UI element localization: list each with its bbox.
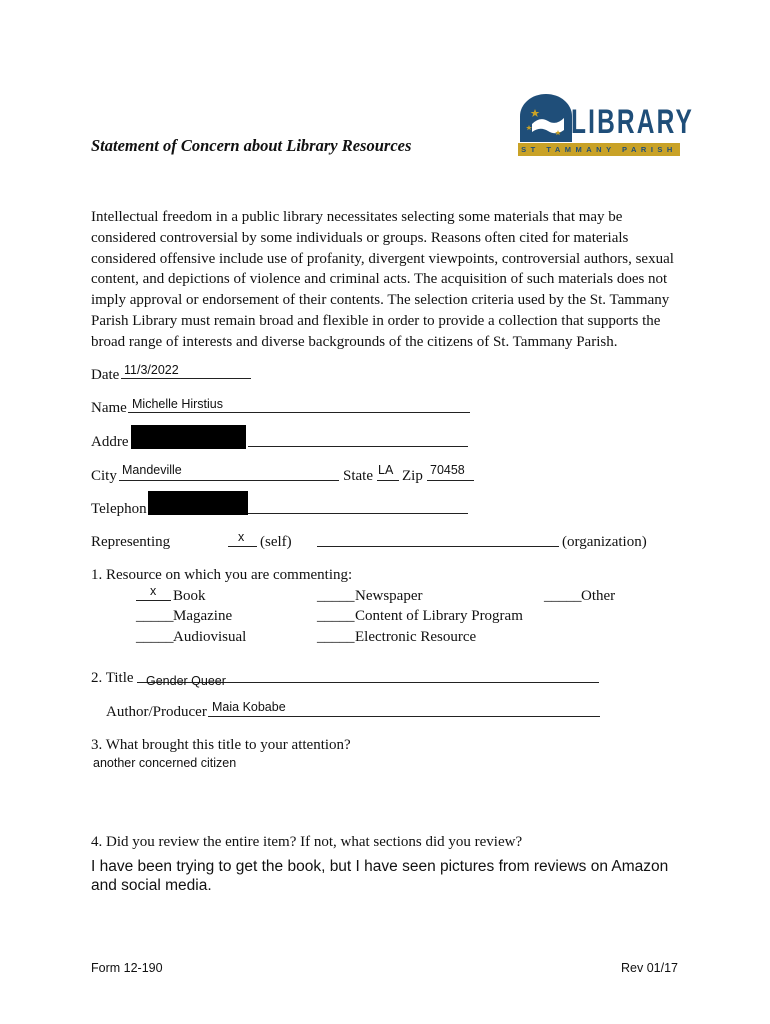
q4-label: 4. Did you review the entire item? If not, what sections did you review? [91,834,523,850]
option-program-label: Content of Library Program [355,608,523,624]
date-field[interactable]: 11/3/2022 [124,363,179,377]
q2-title-label: 2. Title [91,670,134,686]
form-number: Form 12-190 [91,961,163,975]
zip-field[interactable]: 70458 [430,463,465,477]
title-field[interactable]: Gender Queer [146,674,226,688]
logo-band-text: ST TAMMANY PARISH [518,143,680,156]
intro-line: Intellectual freedom in a public library necessitates selecting some materials that may be [91,209,623,225]
q4-answer-field[interactable] [91,857,668,895]
address-redaction [131,425,246,449]
revision-date: Rev 01/17 [621,961,678,975]
q3-label: 3. What brought this title to your attention? [91,737,351,753]
organization-label: (organization) [562,534,647,550]
name-field-line[interactable] [128,412,470,413]
zip-field-line[interactable] [427,480,474,481]
telephone-field-line[interactable] [248,513,468,514]
state-field-line[interactable] [377,480,399,481]
option-newspaper-label: Newspaper [355,588,423,604]
newspaper-blank[interactable]: _____ [317,588,355,604]
intro-line: imply approval or endorsement of their contents. The selection criteria used by the St. Tammany [91,292,670,309]
city-field-line[interactable] [119,480,339,481]
intro-line: content, and depictions of violence and criminal acts. The acquisition of such materials does not [91,271,668,288]
q4-answer-line: and social media. [91,877,212,894]
name-label: Name [91,400,127,416]
city-field[interactable]: Mandeville [122,463,182,477]
author-label: Author/Producer [106,704,207,720]
q4-answer-line: I have been trying to get the book, but I have seen pictures from reviews on Amazon [91,858,669,875]
intro-line: Parish Library must remain broad and flexible in order to provide a collection that supports the [91,312,661,329]
q3-answer-field[interactable]: another concerned citizen [93,756,237,770]
intro-line: broad range of interests and diverse backgrounds of the citizens of St. Tammany Parish. [91,333,618,350]
library-logo [518,94,695,156]
intro-line: considered offensive include use of profanity, divergent viewpoints, controversial authors, sexual [91,250,674,267]
other-blank[interactable]: _____ [544,588,582,604]
author-field[interactable]: Maia Kobabe [212,700,286,714]
audiovisual-blank[interactable]: _____ [136,629,174,645]
electronic-blank[interactable]: _____ [317,629,355,645]
intro-paragraph [91,207,681,353]
self-label: (self) [260,534,292,550]
option-book-label: Book [173,588,206,604]
option-audiovisual-label: Audiovisual [173,629,247,645]
book-field-line[interactable] [136,600,171,601]
zip-label: Zip [402,468,423,484]
option-other-label: Other [581,588,616,604]
self-mark[interactable]: x [238,530,245,544]
self-field-line[interactable] [228,546,257,547]
representing-label: Representing [91,534,171,550]
organization-field-line[interactable] [317,546,559,547]
date-label: Date [91,367,120,383]
program-blank[interactable]: _____ [317,608,355,624]
logo-wordmark: LIBRARY [571,103,695,141]
address-field-line[interactable] [248,446,468,447]
q1-label: 1. Resource on which you are commenting: [91,567,353,583]
name-field[interactable]: Michelle Hirstius [132,397,223,411]
address-label: Addre [91,434,129,450]
state-field[interactable]: LA [378,463,394,477]
telephone-label: Telephon [91,501,147,517]
date-field-line[interactable] [121,378,251,379]
option-magazine-label: Magazine [173,608,233,624]
book-mark[interactable]: x [150,584,157,598]
state-label: State [343,468,373,484]
author-field-line[interactable] [208,716,600,717]
document-title: Statement of Concern about Library Resources [91,136,412,155]
intro-line: considered controversial by some individuals or groups. Reasons often cited for materials [91,229,629,246]
library-logo-emblem-icon [518,94,574,144]
telephone-redaction [148,491,248,515]
magazine-blank[interactable]: _____ [136,608,174,624]
city-label: City [91,468,117,484]
option-electronic-label: Electronic Resource [355,629,477,645]
